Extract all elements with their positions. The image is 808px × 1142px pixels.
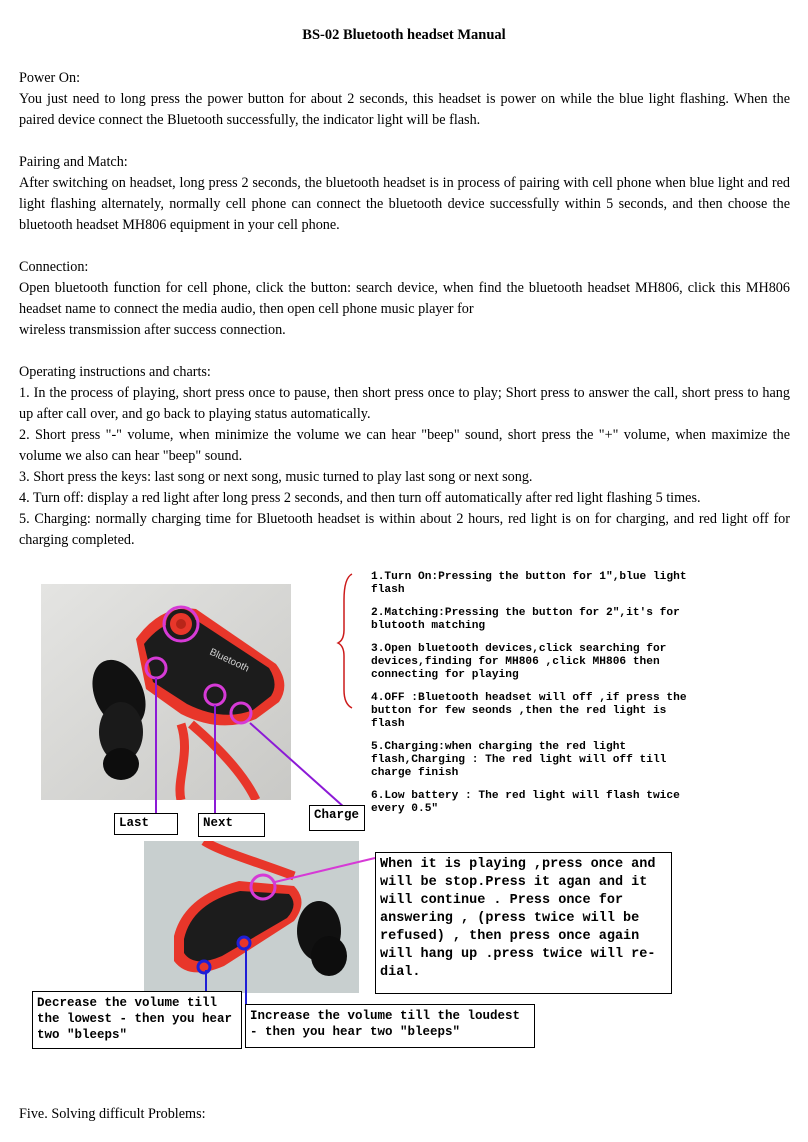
note-off: 4.OFF :Bluetooth headset will off ,if press the button for few seonds ,then the red light is flash [371, 692, 687, 730]
increase-volume-box: Increase the volume till the loudest - then you hear two "bleeps" [245, 1004, 535, 1048]
footer-heading: Five. Solving difficult Problems: [19, 1106, 206, 1122]
operating-heading: Operating instructions and charts: [19, 364, 211, 380]
note-low-battery: 6.Low battery : The red light will flash twice every 0.5" [371, 790, 680, 815]
operating-item-4: 4. Turn off: display a red light after long press 2 seconds, and then turn off automatically after red light flashing 5 times. [19, 490, 701, 506]
decrease-volume-box: Decrease the volume till the lowest - then you hear two "bleeps" [32, 991, 242, 1049]
pairing-text: After switching on headset, long press 2 seconds, the bluetooth headset is in process of pairing with cell phone when blue light and red light flashing alternately, normally cell phone can connect the bluetooth device successfully within 5 seconds, and then choose the bluetooth headset MH806 equipment in your cell phone. [19, 175, 790, 233]
note-matching: 2.Matching:Pressing the button for 2",it's for blutooth matching [371, 607, 680, 632]
note-turn-on: 1.Turn On:Pressing the button for 1",blue light flash [371, 571, 687, 596]
pairing-heading: Pairing and Match: [19, 154, 128, 170]
connection-heading: Connection: [19, 259, 89, 275]
power-on-text: You just need to long press the power button for about 2 seconds, this headset is power on while the blue light flashing. When the paired device connect the Bluetooth successfully, the indicator light will be flash. [19, 91, 790, 128]
document-title: BS-02 Bluetooth headset Manual [302, 27, 506, 43]
operating-item-1: 1. In the process of playing, short press once to pause, then short press once to play; Short press to answer the call, short press to hang up after call over, and go back to playing status automatically. [19, 385, 790, 422]
next-label: Next [198, 813, 265, 837]
connection-text-2: wireless transmission after success connection. [19, 322, 286, 338]
play-note-box: When it is playing ,press once and will be stop.Press it agan and it will continue . Press once for answering , (press twice will be refused) , then press once again will hang up .press twice will re-dial. [375, 852, 672, 994]
operating-item-5: 5. Charging: normally charging time for Bluetooth headset is within about 2 hours, red light is on for charging, and red light off for charging completed. [19, 511, 790, 548]
connection-text: Open bluetooth function for cell phone, click the button: search device, when find the bluetooth headset MH806, click this MH806 headset name to connect the media audio, then open cell phone music player for [19, 280, 790, 317]
charge-label: Charge [309, 805, 365, 831]
operating-item-2: 2. Short press "-" volume, when minimize the volume we can hear "beep" sound, short press the "+" volume, when maximize the volume we also can hear "beep" sound. [19, 427, 790, 464]
last-label: Last [114, 813, 178, 835]
bluetooth-logo-text: Bluetooth [207, 646, 251, 675]
note-open-devices: 3.Open bluetooth devices,click searching for devices,finding for MH806 ,click MH806 then connecting for playing [371, 643, 667, 681]
power-on-heading: Power On: [19, 70, 81, 86]
note-charging: 5.Charging:when charging the red light flash,Charging : The red light will off till charge finish [371, 741, 667, 779]
operating-item-3: 3. Short press the keys: last song or next song, music turned to play last song or next song. [19, 469, 533, 485]
